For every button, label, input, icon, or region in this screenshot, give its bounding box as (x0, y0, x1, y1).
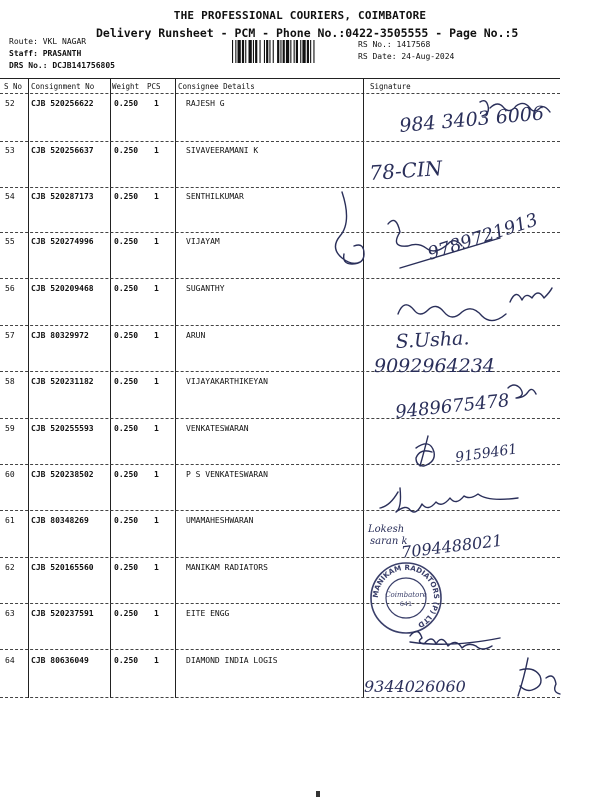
stamp-ring-text: MANIKAM RADIATORS (P) LTD (370, 562, 442, 630)
row-pcs: 1 (154, 146, 159, 155)
row-sno: 55 (5, 237, 15, 246)
row-weight: 0.250 (114, 424, 139, 433)
row-pcs: 1 (154, 237, 159, 246)
signature-text: 9344026060 (364, 677, 466, 696)
rs-date-value: 24-Aug-2024 (401, 52, 455, 61)
row-weight: 0.250 (114, 99, 139, 108)
row-consignment: CJB 520209468 (31, 284, 94, 293)
page-bottom-mark (316, 791, 320, 797)
row-sno: 53 (5, 146, 15, 155)
stamp-center-line1: Coimbatore (385, 591, 427, 599)
row-pcs: 1 (154, 99, 159, 108)
row-consignee: P S VENKATESWARAN (186, 470, 268, 479)
row-consignee: RAJESH G (186, 99, 225, 108)
row-weight: 0.250 (114, 563, 139, 572)
row-consignee: VIJAYAM (186, 237, 220, 246)
row-sno: 52 (5, 99, 15, 108)
row-consignee: SUGANTHY (186, 284, 225, 293)
row-consignment: CJB 80348269 (31, 516, 89, 525)
row-weight: 0.250 (114, 656, 139, 665)
row-sno: 57 (5, 331, 15, 340)
row-pcs: 1 (154, 609, 159, 618)
signature-text: 9159461 (454, 441, 519, 466)
row-sno: 60 (5, 470, 15, 479)
row-pcs: 1 (154, 377, 159, 386)
row-consignee: SIVAVEERAMANI K (186, 146, 259, 155)
row-consignee: SENTHILKUMAR (186, 192, 244, 201)
stamp-center-line2: 641 (399, 600, 413, 608)
barcode-image (232, 40, 350, 63)
row-consignee: EITE ENGG (186, 609, 230, 618)
row-sno: 62 (5, 563, 15, 572)
row-pcs: 1 (154, 516, 159, 525)
signature-row-64 (360, 648, 560, 708)
route-value: VKL NAGAR (42, 37, 87, 46)
row-sno: 59 (5, 424, 15, 433)
row-consignee: DIAMOND INDIA LOGIS (186, 656, 278, 665)
signature-text: 9789721913 (425, 209, 541, 265)
row-sno: 61 (5, 516, 15, 525)
row-pcs: 1 (154, 424, 159, 433)
row-consignment: CJB 520274996 (31, 237, 94, 246)
staff-line (9, 49, 81, 58)
row-weight: 0.250 (114, 284, 139, 293)
route-label: Route: (9, 37, 38, 46)
row-weight: 0.250 (114, 331, 139, 340)
row-consignment: CJB 80329972 (31, 331, 89, 340)
row-consignee: ARUN (186, 331, 206, 340)
runsheet-title: Delivery Runsheet - PCM - Phone No.:0422-3505555 - Page No.:5 (96, 26, 519, 40)
row-weight: 0.250 (114, 609, 139, 618)
route-line (9, 37, 86, 46)
signature-text-name2: saran k (370, 536, 408, 547)
signature-row-59 (360, 428, 560, 472)
row-consignment: CJB 520287173 (31, 192, 94, 201)
signature-text: 78-CIN (368, 155, 444, 185)
row-consignee: MANIKAM RADIATORS (186, 563, 268, 572)
rs-no-label: RS No.: (358, 40, 392, 49)
row-consignee: VIJAYAKARTHIKEYAN (186, 377, 268, 386)
signature-row-53 (360, 150, 560, 190)
row-pcs: 1 (154, 470, 159, 479)
row-weight: 0.250 (114, 377, 139, 386)
signature-row-52 (360, 96, 560, 142)
row-weight: 0.250 (114, 470, 139, 479)
company-title: THE PROFESSIONAL COURIERS, COIMBATORE (173, 9, 427, 22)
row-sno: 56 (5, 284, 15, 293)
signature-row-60 (360, 478, 560, 520)
row-separator (0, 278, 560, 279)
row-consignee: UMAMAHESHWARAN (186, 516, 254, 525)
row-pcs: 1 (154, 192, 159, 201)
staff-value: PRASANTH (42, 49, 82, 58)
col-divider-weight (175, 78, 176, 698)
table-header-rule (0, 93, 560, 94)
row-sno: 58 (5, 377, 15, 386)
signature-text-phone: 7094488021 (400, 530, 504, 562)
col-header-consignee: Consignee Details (178, 82, 255, 91)
row-consignment: CJB 520238502 (31, 470, 94, 479)
drs-value: DCJB141756805 (52, 61, 115, 70)
col-header-sno: S No (4, 82, 23, 91)
drs-line (9, 61, 115, 70)
rs-date-line (358, 52, 454, 61)
signature-text-name: Lokesh (368, 524, 405, 535)
drs-label: DRS No.: (9, 61, 48, 70)
row-separator (0, 603, 560, 604)
row-sno: 54 (5, 192, 15, 201)
row-consignment: CJB 520256622 (31, 99, 94, 108)
row-pcs: 1 (154, 563, 159, 572)
row-weight: 0.250 (114, 516, 139, 525)
row-consignment: CJB 80636049 (31, 656, 89, 665)
rs-date-label: RS Date: (358, 52, 397, 61)
signature-row-58 (360, 380, 560, 426)
row-consignment: CJB 520237591 (31, 609, 94, 618)
signature-text-phone: 9092964234 (374, 355, 495, 377)
signature-row-55 (360, 208, 560, 272)
row-consignment: CJB 520256637 (31, 146, 94, 155)
row-pcs: 1 (154, 284, 159, 293)
row-pcs: 1 (154, 331, 159, 340)
signature-row-57 (360, 328, 560, 378)
rs-no-value: 1417568 (396, 40, 431, 49)
signature-row-56 (360, 284, 560, 330)
row-weight: 0.250 (114, 192, 139, 201)
staff-label: Staff: (9, 49, 38, 58)
row-consignment: CJB 520165560 (31, 563, 94, 572)
col-header-signature: Signature (370, 82, 411, 91)
row-consignment: CJB 520255593 (31, 424, 94, 433)
row-weight: 0.250 (114, 146, 139, 155)
row-sno: 63 (5, 609, 15, 618)
signature-text: 984 3403 6006 (398, 102, 545, 137)
table-top-rule (0, 78, 560, 79)
signature-text: 9489675478 (394, 390, 511, 423)
col-header-pcs: PCS (147, 82, 161, 91)
signature-row-63 (360, 620, 560, 650)
col-header-weight: Weight (112, 82, 140, 91)
rs-no-line (358, 40, 430, 49)
col-divider-consignment (110, 78, 111, 698)
col-divider-sno (28, 78, 29, 698)
signature-text-name: S.Usha. (395, 327, 470, 353)
row-pcs: 1 (154, 656, 159, 665)
row-weight: 0.250 (114, 237, 139, 246)
row-consignee: VENKATESWARAN (186, 424, 249, 433)
row-consignment: CJB 520231182 (31, 377, 94, 386)
row-sno: 64 (5, 656, 15, 665)
col-header-consignment: Consignment No (31, 82, 95, 91)
